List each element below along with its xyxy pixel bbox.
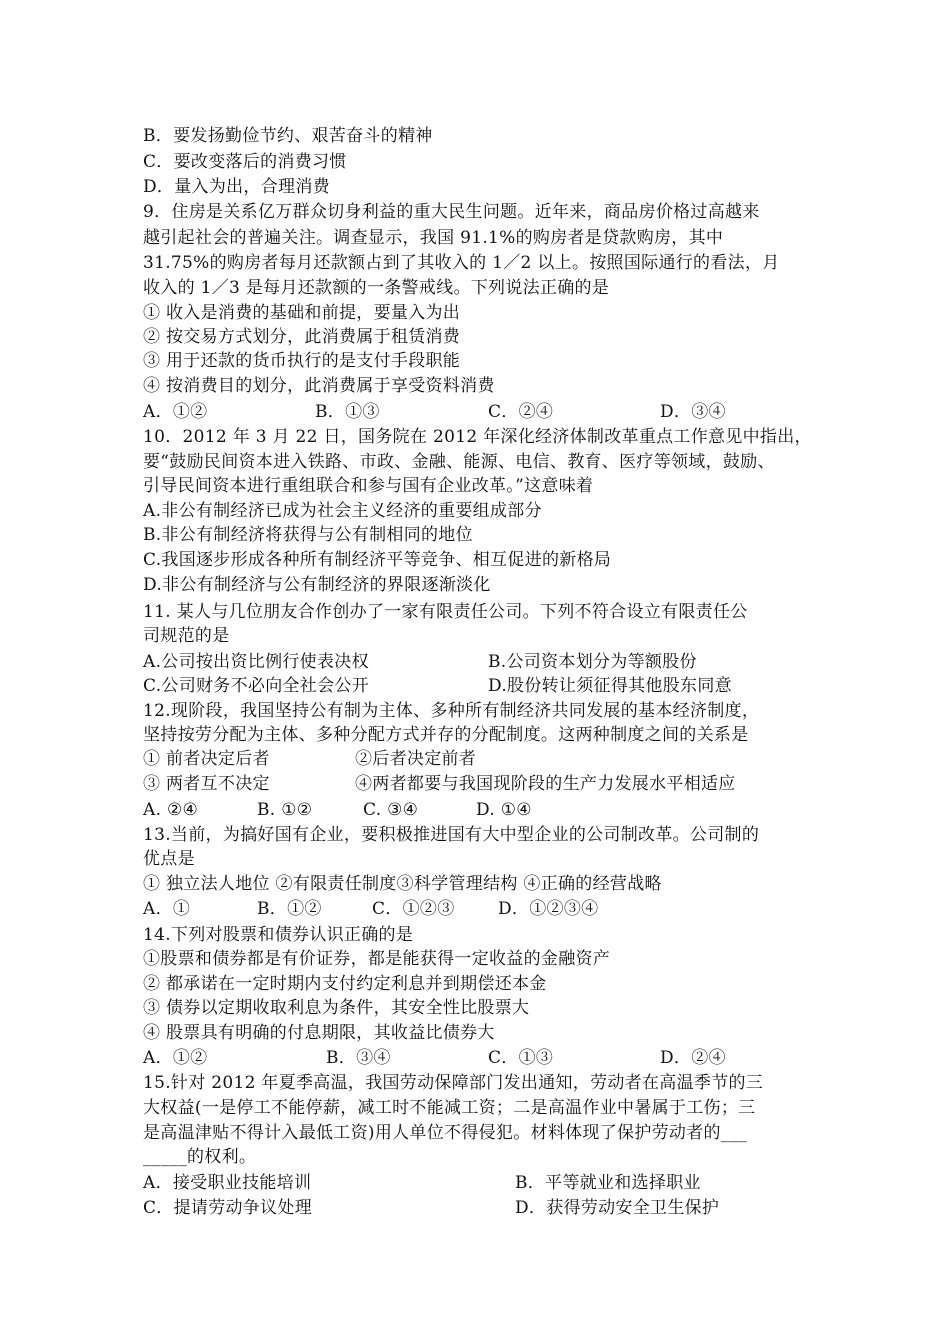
q10-option-c: C.我国逐步形成各种所有制经济平等竞争、相互促进的新格局 — [143, 550, 612, 570]
q12-option-d: D. ①④ — [476, 800, 532, 820]
q12-item: ④两者都要与我国现阶段的生产力发展水平相适应 — [355, 774, 736, 794]
q10-stem-line: 10．2012 年 3 月 22 日，国务院在 2012 年深化经济体制改革重点工作意见中指出， — [143, 427, 812, 447]
q12-item: ③ 两者互不决定 — [143, 774, 270, 794]
q13-stem-line: 13.当前，为搞好国有企业，要积极推进国有大中型企业的公司制改革。公司制的 — [143, 825, 760, 845]
q8-option-c: C．要改变落后的消费习惯 — [143, 152, 347, 172]
q10-option-d: D.非公有制经济与公有制经济的界限逐渐淡化 — [143, 575, 491, 595]
q13-option-a: A．① — [143, 899, 191, 919]
q15-stem-line: 15.针对 2012 年夏季高温，我国劳动保障部门发出通知，劳动者在高温季节的三 — [143, 1073, 764, 1093]
q15-option-d: D．获得劳动安全卫生保护 — [515, 1198, 720, 1218]
q8-option-b: B．要发扬勤俭节约、艰苦奋斗的精神 — [143, 126, 433, 146]
q9-stem-line: 9．住房是关系亿万群众切身利益的重大民生问题。近年来，商品房价格过高越来 — [143, 202, 760, 222]
q10-stem-line: 引导民间资本进行重组联合和参与国有企业改革。”这意味着 — [143, 476, 594, 496]
q13-option-c: C．①②③ — [372, 899, 455, 919]
q9-item: ④ 按消费目的划分，此消费属于享受资料消费 — [143, 376, 495, 396]
q12-option-a: A. ②④ — [143, 800, 199, 820]
q14-item: ①股票和债券都是有价证券，都是能获得一定收益的金融资产 — [143, 949, 611, 969]
q14-item: ③ 债券以定期收取利息为条件，其安全性比股票大 — [143, 998, 530, 1018]
q14-stem: 14.下列对股票和债券认识正确的是 — [143, 925, 414, 945]
q9-option-c: C．②④ — [488, 402, 554, 422]
q9-item: ③ 用于还款的货币执行的是支付手段职能 — [143, 351, 461, 371]
q12-option-b: B. ①② — [257, 800, 313, 820]
q14-option-a: A．①② — [143, 1048, 208, 1068]
q10-stem-line: 要“鼓励民间资本进入铁路、市政、金融、能源、电信、教育、医疗等领域，鼓励、 — [143, 452, 775, 472]
q9-stem-line: 越引起社会的普遍关注。调查显示，我国 91.1%的购房者是贷款购房，其中 — [143, 228, 724, 248]
q9-stem-line: 31.75%的购房者每月还款额占到了其收入的 1／2 以上。按照国际通行的看法，月 — [143, 253, 780, 273]
q12-item: ① 前者决定后者 — [143, 749, 270, 769]
q11-stem-line: 司规范的是 — [143, 626, 230, 646]
q12-option-c: C. ③④ — [363, 800, 419, 820]
q8-option-d: D．量入为出，合理消费 — [143, 177, 330, 197]
q15-stem-line: _____的权利。 — [143, 1147, 257, 1167]
q15-option-b: B．平等就业和选择职业 — [515, 1173, 701, 1193]
q11-stem-line: 11. 某人与几位朋友合作创办了一家有限责任公司。下列不符合设立有限责任公 — [143, 602, 748, 622]
q11-option-a: A.公司按出资比例行使表决权 — [143, 652, 369, 672]
q15-option-a: A．接受职业技能培训 — [143, 1173, 312, 1193]
q11-option-c: C.公司财务不必向全社会公开 — [143, 676, 370, 696]
q9-stem-line: 收入的 1／3 是每月还款额的一条警戒线。下列说法正确的是 — [143, 278, 610, 298]
q10-option-b: B.非公有制经济将获得与公有制相同的地位 — [143, 525, 473, 545]
q13-items: ① 独立法人地位 ②有限责任制度③科学管理结构 ④正确的经营战略 — [143, 874, 662, 894]
q14-item: ④ 股票具有明确的付息期限，其收益比债券大 — [143, 1023, 495, 1043]
q14-item: ② 都承诺在一定时期内支付约定利息并到期偿还本金 — [143, 974, 547, 994]
q15-stem-line: 是高温津贴不得计入最低工资)用人单位不得侵犯。材料体现了保护劳动者的___ — [143, 1123, 748, 1143]
q9-option-a: A．①② — [143, 402, 208, 422]
q13-option-d: D．①②③④ — [498, 899, 599, 919]
q12-stem-line: 坚持按劳分配为主体、多种分配方式并存的分配制度。这两种制度之间的关系是 — [143, 725, 749, 745]
q10-option-a: A.非公有制经济已成为社会主义经济的重要组成部分 — [143, 501, 542, 521]
q13-stem-line: 优点是 — [143, 849, 195, 869]
q11-option-b: B.公司资本划分为等额股份 — [488, 652, 697, 672]
q9-option-b: B．①③ — [315, 402, 380, 422]
q14-option-c: C．①③ — [488, 1048, 554, 1068]
q9-option-d: D．③④ — [660, 402, 726, 422]
q9-item: ① 收入是消费的基础和前提，要量入为出 — [143, 303, 461, 323]
q11-option-d: D.股份转让须征得其他股东同意 — [488, 676, 732, 696]
q12-item: ②后者决定前者 — [355, 749, 477, 769]
q13-option-b: B．①② — [257, 899, 322, 919]
q14-option-d: D．②④ — [660, 1048, 726, 1068]
q12-stem-line: 12.现阶段，我国坚持公有制为主体、多种所有制经济共同发展的基本经济制度， — [143, 701, 760, 721]
q15-stem-line: 大权益(一是停工不能停薪，减工时不能减工资；二是高温作业中暑属于工伤；三 — [143, 1098, 756, 1118]
q9-item: ② 按交易方式划分，此消费属于租赁消费 — [143, 327, 461, 347]
q14-option-b: B．③④ — [326, 1048, 391, 1068]
q15-option-c: C．提请劳动争议处理 — [143, 1198, 313, 1218]
